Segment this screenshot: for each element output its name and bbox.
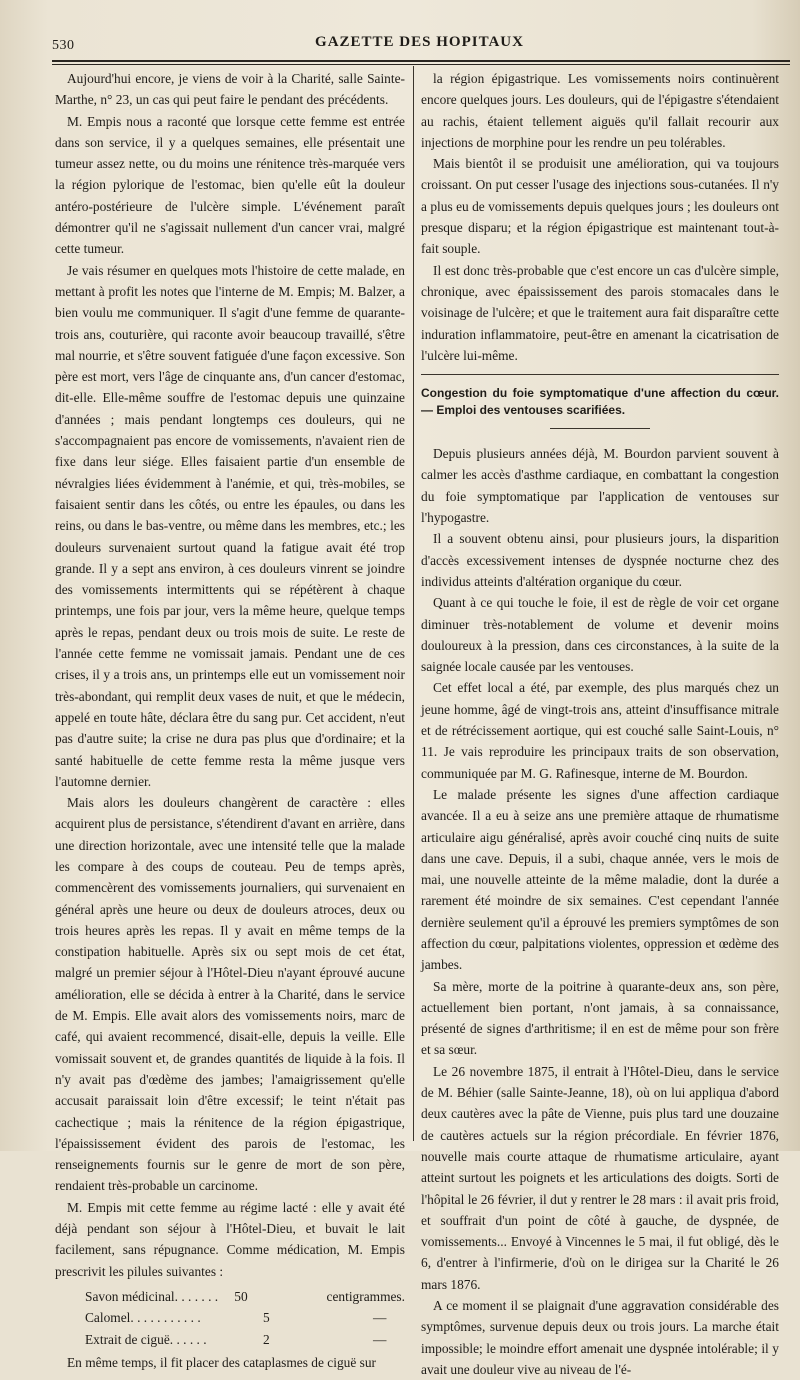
section-heading: Congestion du foie symptomatique d'une affection du cœur. — Emploi des ventouses scarifiées. <box>421 374 779 419</box>
prescription-item <box>55 1286 405 1307</box>
paragraph: Cet effet local a été, par exemple, des plus marqués chez un jeune homme, âgé de vingt-trois ans, atteint d'insuffisance mitrale et de rétrécissement aortique, qui est couché salle Saint-Louis, n° 11. Je vais reproduire les principaux traits de son observation, communiquée par M. G. Rafinesque, interne de M. Bourdon. <box>421 680 779 781</box>
paragraph: A ce moment il se plaignait d'une aggravation considérable des symptômes, survenue depuis deux ou trois jours. La marche était impossible; le moindre effort amenait une dyspnée intolérable; il y avait une douleur vive au niveau de l'é- <box>421 1298 779 1377</box>
paragraph: Il a souvent obtenu ainsi, pour plusieurs jours, la disparition d'accès excessivement intenses de dyspnée nocturne chez des individus atteints d'altération organique du cœur. <box>421 531 779 589</box>
page-number: 530 <box>52 38 75 53</box>
ingredient-name: Savon médicinal. . . . . . . <box>85 1288 219 1304</box>
ingredient-unit: — <box>373 1331 387 1347</box>
paragraph: Je vais résumer en quelques mots l'histoire de cette malade, en mettant à profit les notes que l'interne de M. Empis; M. Balzer, a bien voulu me communiquer. Il s'agit d'une femme de quarante-trois ans, couturière, qui raconte avoir beaucoup travaillé, s'être mal nourrie, et s'être souvent fatiguée d'une façon excessive. Son père est mort, vers l'âge de cinquante ans, d'un cancer d'estomac, dit-elle. Elle-même souffre de l'estomac depuis une quinzaine d'années ; mais pendant longtemps ces douleurs, qui ne s'accompagnaient pas encore de vomissements, n'avaient rien de fixe dans leur siége. Elles faisaient partie d'un ensemble de névralgies liées évidemment à l'anémie, et qui, très-mobiles, se faisaient sentir dans les côtés, ou entre les épaules, ou dans les reins, ou dans le bas-ventre, ou même dans les membres, etc.; les douleurs survenaient surtout quand la fatigue avait été trop grande. Il y a sept ans environ, à ces douleurs vinrent se joindre des vomissements intermittents qui se répétèrent à chaque printemps, une fois par jour, vers la même heure, quelque temps après le repas, pendant deux ou trois mois de suite. Le reste de l'année cette femme ne vomissait jamais. Pendant une de ces crises, il y a trois ans, un printemps elle eut un vomissement noir très-abondant, qui remplit deux vases de nuit, et que le médecin, appelé en toute hâte, déclara être du sang pur. Cet accident, n'eut pas d'autre suite; la crise ne dura pas plus que d'ordinaire; et la santé habituelle de cette femme resta la même jusque vers l'automne dernier. <box>55 262 405 789</box>
paragraph: Depuis plusieurs années déjà, M. Bourdon parvient souvent à calmer les accès d'asthme cardiaque, en combattant la congestion du foie symptomatique par l'application de ventouses sur l'hypogastre. <box>421 446 779 526</box>
paragraph: Quant à ce qui touche le foie, il est de règle de voir cet organe diminuer très-notablement de volume et devenir moins douloureux à la pression, dans ces circonstances, à la suite de la saignée locale causée par les ventouses. <box>421 595 779 675</box>
paragraph: En même temps, il fit placer des cataplasmes de ciguë sur <box>67 1354 376 1370</box>
paragraph: Il est donc très-probable que c'est encore un cas d'ulcère simple, chronique, avec épaississement des parois stomacales dans le voisinage de l'ulcère; et que le traitement aura fait disparaître cette induration inflammatoire, peut-être en amenant la cicatrisation de l'ulcère lui-même. <box>421 262 779 363</box>
journal-title: GAZETTE DES HOPITAUX <box>315 34 524 50</box>
ingredient-name: Calomel. . . . . . . . . . . <box>85 1310 201 1326</box>
paragraph: Le 26 novembre 1875, il entrait à l'Hôtel-Dieu, dans le service de M. Béhier (salle Sainte-Jeanne, 18), où on lui appliqua d'abord deux cautères avec la pâte de Vienne, puis plus tard une douzaine de cautères actuels sur la région précordiale. En février 1876, nouvelle mais courte attaque de rhumatisme articulaire, ayant atteint surtout les poignets et les articulations des doigts. Sorti de l'hôpital le 26 février, il dut y rentrer le 28 mars : il avait pris froid, et souffrait d'un point de côté à gauche, de dyspnée, de vomissements... Envoyé à Vincennes le 5 mai, il fut obligé, dès le 6, d'entrer à l'infirmerie, d'où on le dirigea sur la Charité le 26 mars 1876. <box>421 1063 779 1292</box>
paragraph: Sa mère, morte de la poitrine à quarante-deux ans, son père, actuellement bien portant, n'ont jamais, à sa connaissance, présenté de signes d'arthritisme; il en est de même pour son frère et sa sœur. <box>421 978 779 1058</box>
heading-rule <box>550 428 650 429</box>
prescription-item <box>55 1329 405 1350</box>
paragraph: Le malade présente les signes d'une affection cardiaque avancée. Il a eu à seize ans une première attaque de rhumatisme articulaire aigu généralisé, après avoir couché cinq nuits de suite dans une cave. Depuis, il a subi, chaque année, vers le mois de mai, une nouvelle atteinte de la même maladie, dont la durée a rarement été moindre de six semaines. C'est cependant l'année dernière seulement qu'il a éprouvé les premiers symptômes de son affection du cœur, palpitations violentes, oppression et œdème des jambes. <box>421 786 779 973</box>
paragraph: la région épigastrique. Les vomissements noirs continuèrent encore quelques jours. Les douleurs, qui de l'épigastre s'étendaient au rachis, étaient tellement aiguës qu'il fallait recourir aux injections de morphine pour les rendre un peu tolérables. <box>421 71 779 150</box>
header-rule <box>52 60 790 62</box>
header-rule-thin <box>52 64 790 65</box>
prescription-list <box>55 1286 405 1350</box>
ingredient-quantity: 5 <box>263 1310 270 1326</box>
right-column <box>421 68 779 1380</box>
paragraph: M. Empis mit cette femme au régime lacté : elle y avait été déjà pendant son séjour à l'Hôtel-Dieu, et buvait le lait facilement, sans répugnance. Comme médication, M. Empis prescrivit les pilules suivantes : <box>55 1199 405 1279</box>
ingredient-unit: centigrammes. <box>326 1288 405 1304</box>
paragraph: Aujourd'hui encore, je viens de voir à la Charité, salle Sainte-Marthe, n° 23, un cas qui peut faire le pendant des précédents. <box>55 71 405 108</box>
ingredient-name: Extrait de ciguë. . . . . . <box>85 1331 207 1347</box>
page-header <box>52 28 787 58</box>
left-column <box>55 68 405 1373</box>
prescription-item <box>55 1307 405 1328</box>
paragraph: Mais bientôt il se produisit une amélioration, qui va toujours croissant. On put cesser l'usage des injections sous-cutanées. Il n'y a plus eu de vomissements depuis quelques jours ; les douleurs ont presque disparu; et la région épigastrique est maintenant tout-à-fait souple. <box>421 156 779 257</box>
ingredient-quantity: 50 <box>234 1288 248 1304</box>
paragraph: M. Empis nous a raconté que lorsque cette femme est entrée dans son service, il y a quelques semaines, elle présentait une tumeur assez nette, ou du moins une rénitence très-marquée vers la région pylorique de l'estomac, bien qu'elle eût la douleur antéro-postérieure de l'ulcère simple. L'événement paraît démontrer qu'il ne s'agissait nullement d'un cancer vrai, malgré cette tumeur. <box>55 113 405 257</box>
paragraph: Mais alors les douleurs changèrent de caractère : elles acquirent plus de persistance, s'étendirent d'avant en arrière, dans une direction horizontale, avec une intensité telle que la malade les compare à des coups de couteau. Peu de temps après, commencèrent des vomissements journaliers, qui survenaient en général après une heure ou deux de douleurs atroces, deux ou trois heures après les repas. Il y avait en même temps de la constipation habituelle. Après six ou sept mois de cet état, malgré un premier séjour à l'Hôtel-Dieu n'ayant éprouvé aucune amélioration, elle se décida à entrer à la Charité, dans le service de M. Empis. Elle avait alors des vomissements noirs, marc de café, qui avaient recommencé, disait-elle, depuis la veille. Elle vomissait souvent et, de grandes quantités de liquide à la fois. Il n'y avait pas d'œdème des jambes; l'amaigrissement qu'elle accusait paraissait loin d'être excessif; le teint n'était pas cachectique ; mais la rénitence de la région épigastrique, l'épaississement évident des parois de l'estomac, les renseignements fournis sur le genre de mort de son père, rendaient très-probable un carcinome. <box>55 795 405 1194</box>
ingredient-quantity: 2 <box>263 1331 270 1347</box>
column-divider <box>413 66 414 1141</box>
ingredient-unit: — <box>373 1310 387 1326</box>
